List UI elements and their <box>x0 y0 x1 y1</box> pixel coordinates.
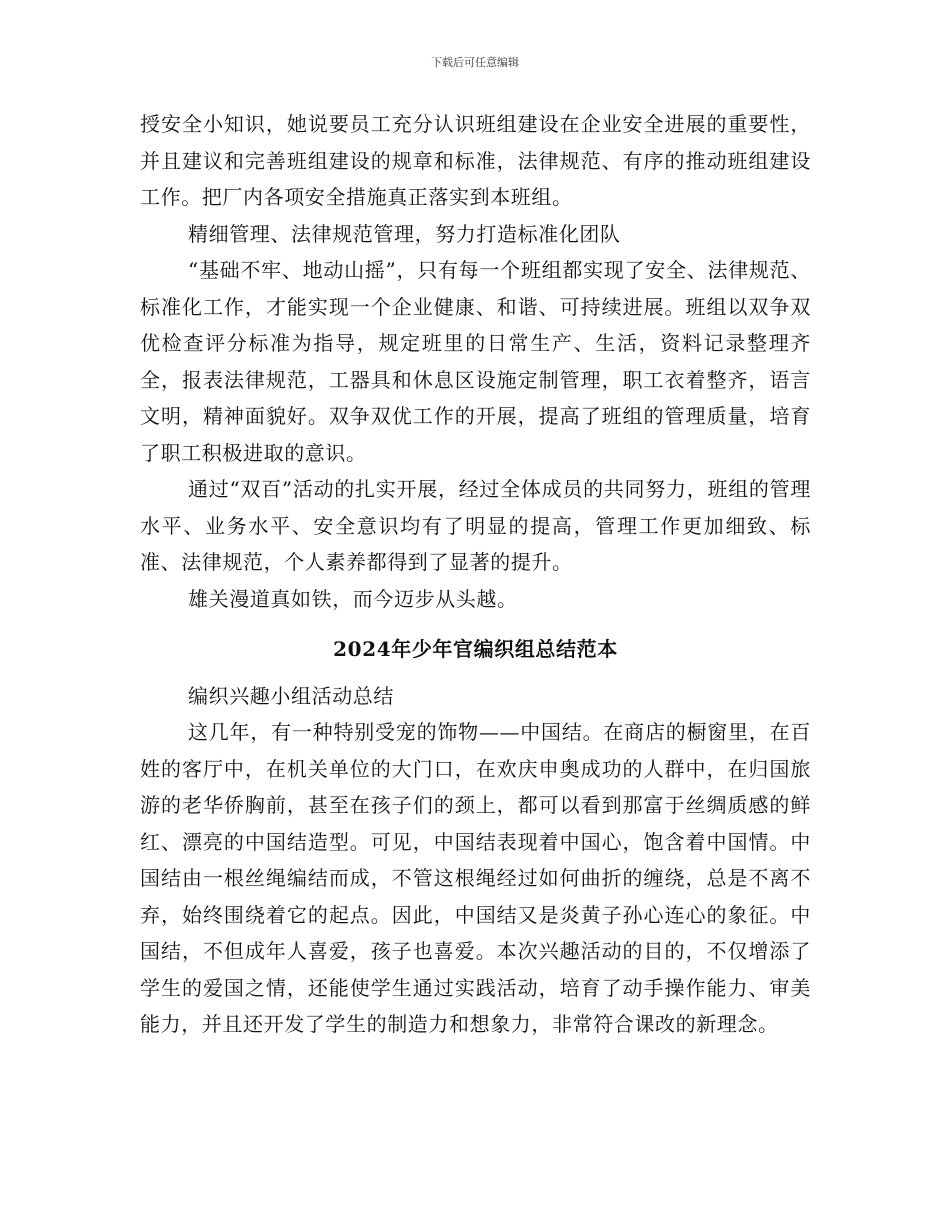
paragraph: 授安全小知识，她说要员工充分认识班组建设在企业安全进展的重要性，并且建议和完善班组建设的规章和标准，法律规范、有序的推动班组建设工作。把厂内各项安全措施真正落实到本班组。 <box>140 112 811 209</box>
section-title: 2024年少年官编织组总结范本 <box>333 637 618 661</box>
paragraph: 雄关漫道真如铁，而今迈步从头越。 <box>188 586 518 611</box>
paragraph: “基础不牢、地动山摇”，只有每一个班组都实现了安全、法律规范、标准化工作，才能实现一个企业健康、和谐、可持续进展。班组以双争双优检查评分标准为指导，规定班里的日常生产、生活，资料记录整理齐全，报表法律规范，工器具和休息区设施定制管理，职工衣着整齐，语言文明，精神面貌好。双争双优工作的开展，提高了班组的管理质量，培育了职工积极进取的意识。 <box>140 258 811 465</box>
paragraph-heading: 编织兴趣小组活动总结 <box>188 683 394 708</box>
paragraph-heading: 精细管理、法律规范管理，努力打造标准化团队 <box>188 221 621 246</box>
paragraph: 通过“双百”活动的扎实开展，经过全体成员的共同努力，班组的管理水平、业务水平、安全意识均有了明显的提高，管理工作更加细致、标准、法律规范，个人素养都得到了显著的提升。 <box>140 477 811 574</box>
document-body <box>140 106 811 1043</box>
paragraph: 这几年，有一种特别受宠的饰物——中国结。在商店的橱窗里，在百姓的客厅中，在机关单位的大门口，在欢庆申奥成功的人群中，在归国旅游的老华侨胸前，甚至在孩子们的颈上，都可以看到那富于丝绸质感的鲜红、漂亮的中国结造型。可见，中国结表现着中国心，饱含着中国情。中国结由一根丝绳编结而成，不管这根绳经过如何曲折的缠绕，总是不离不弃，始终围绕着它的起点。因此，中国结又是炎黄子孙心连心的象征。中国结，不但成年人喜爱，孩子也喜爱。本次兴趣活动的目的，不仅增添了学生的爱国之情，还能使学生通过实践活动，培育了动手操作能力、审美能力，并且还开发了学生的制造力和想象力，非常符合课改的新理念。 <box>140 720 811 1036</box>
page-header: 下载后可任意编辑 <box>431 56 519 69</box>
